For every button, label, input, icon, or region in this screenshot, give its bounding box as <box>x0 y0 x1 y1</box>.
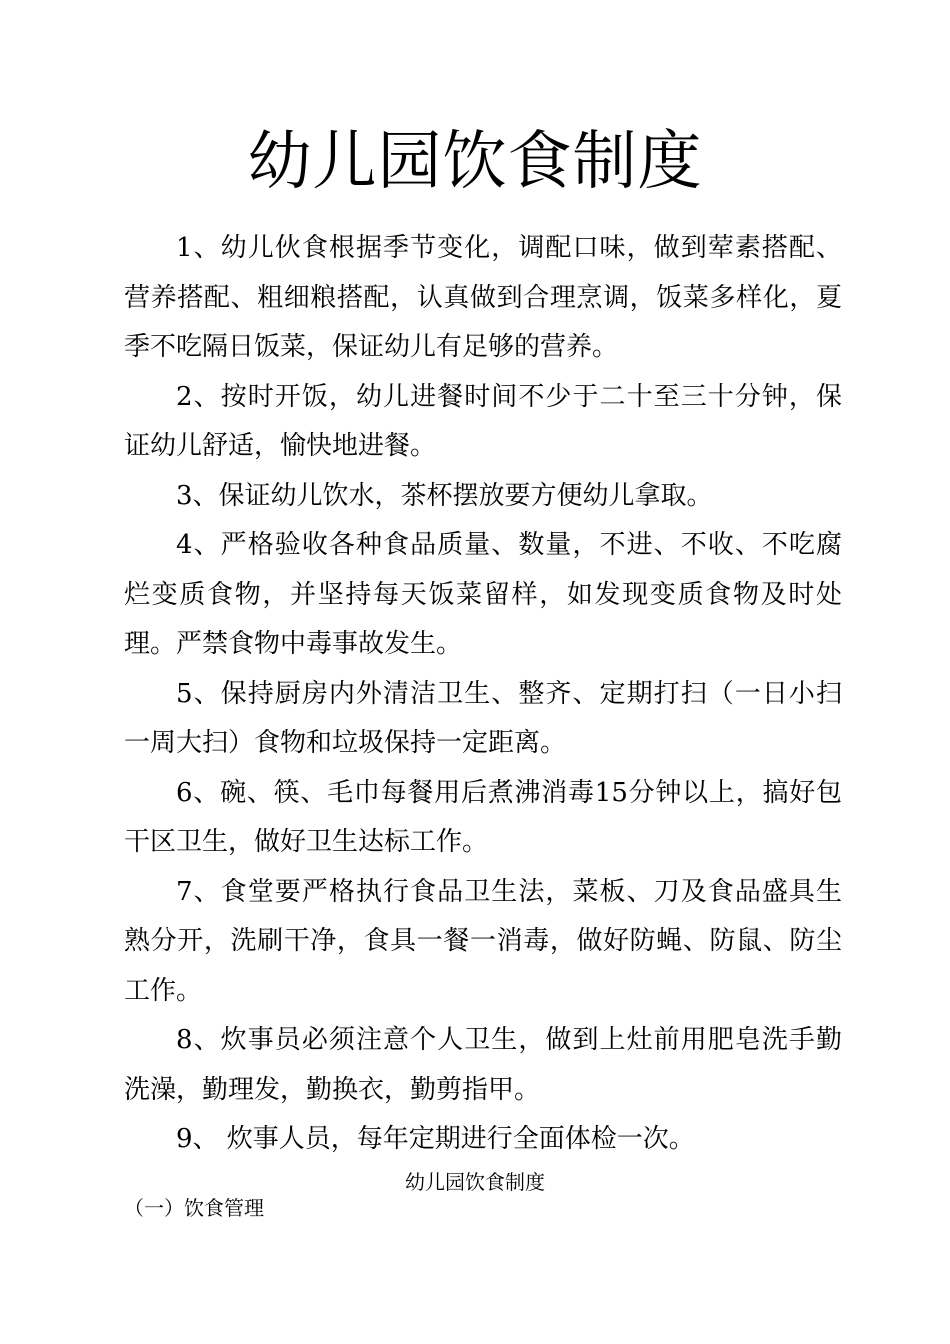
paragraph-6: 6、碗、筷、毛巾每餐用后煮沸消毒15分钟以上，搞好包干区卫生，做好卫生达标工作。 <box>124 777 842 857</box>
document-title: 幼儿园饮食制度 <box>247 125 703 199</box>
section-heading: （一）饮食管理 <box>124 1196 264 1220</box>
document-body <box>124 224 842 1165</box>
paragraph-1: 1、幼儿伙食根据季节变化，调配口味，做到荤素搭配、营养搭配、粗细粮搭配，认真做到合理烹调，饭菜多样化，夏季不吃隔日饭菜，保证幼儿有足够的营养。 <box>124 233 842 362</box>
paragraph-2: 2、按时开饭，幼儿进餐时间不少于二十至三十分钟，保证幼儿舒适，愉快地进餐。 <box>124 381 842 461</box>
paragraph-3: 3、保证幼儿饮水，茶杯摆放要方便幼儿拿取。 <box>176 480 713 511</box>
paragraph-8: 8、炊事员必须注意个人卫生，做到上灶前用肥皂洗手勤洗澡，勤理发，勤换衣，勤剪指甲。 <box>124 1025 842 1105</box>
sub-title: 幼儿园饮食制度 <box>405 1170 545 1194</box>
paragraph-7: 7、食堂要严格执行食品卫生法，菜板、刀及食品盛具生熟分开，洗刷干净，食具一餐一消毒，做好防蝇、防鼠、防尘工作。 <box>124 876 842 1006</box>
paragraph-5: 5、保持厨房内外清洁卫生、整齐、定期打扫（一日小扫一周大扫）食物和垃圾保持一定距离。 <box>124 678 842 758</box>
paragraph-4: 4、严格验收各种食品质量、数量，不进、不收、不吃腐烂变质食物，并坚持每天饭菜留样，如发现变质食物及时处理。严禁食物中毒事故发生。 <box>124 530 842 659</box>
paragraph-9: 9、 炊事人员，每年定期进行全面体检一次。 <box>176 1124 695 1154</box>
